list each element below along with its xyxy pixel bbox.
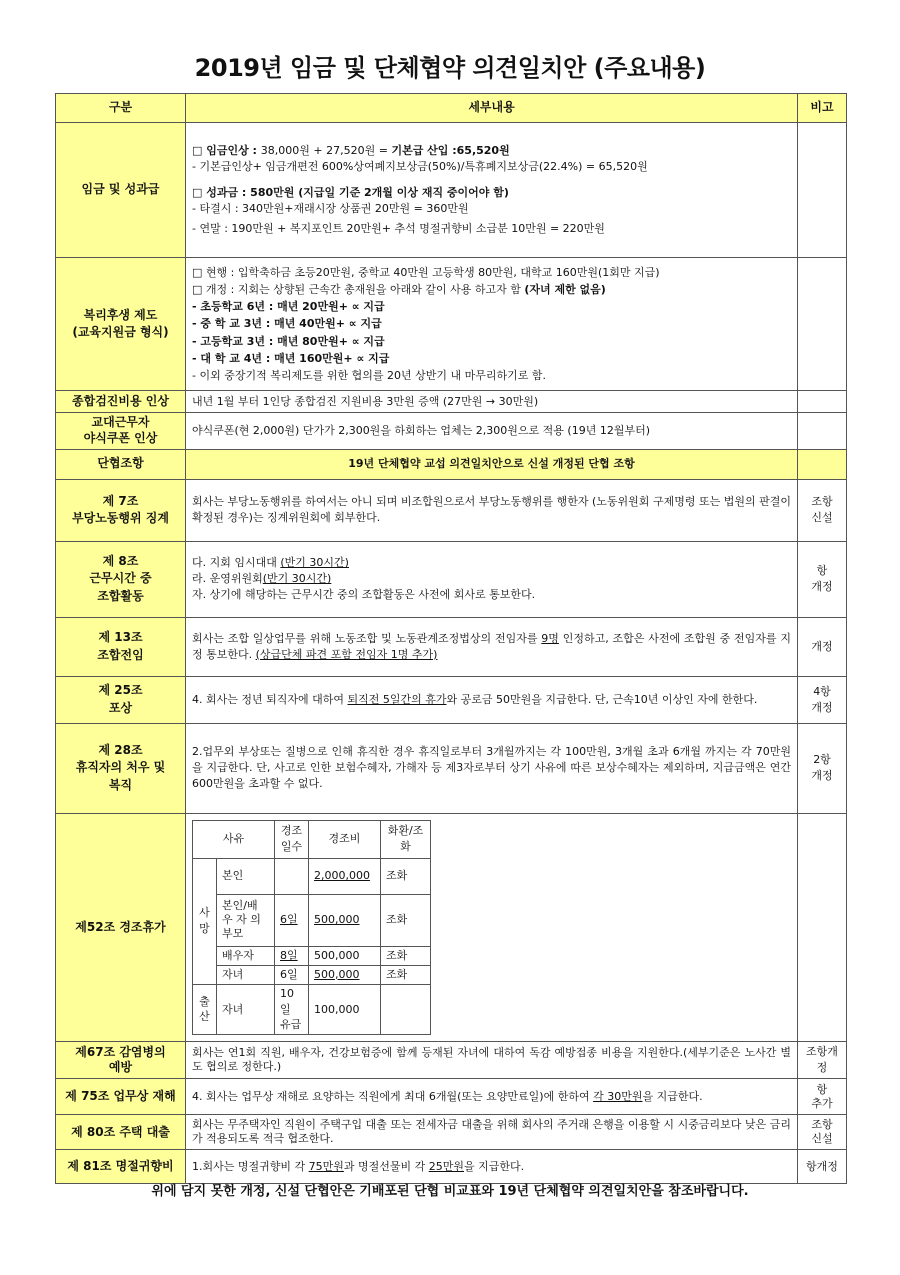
row-content-article-75: 4. 회사는 업무상 재해로 요양하는 직원에게 최대 6개월(또는 요양만료일)에 한하여 각 30만원을 지급한다. [186,1079,798,1115]
row-content-article-67: 회사는 연1회 직원, 배우자, 건강보험증에 함께 등재된 자녀에 대하여 독감 예방접종 비용을 지원한다.(세부기준은 노사간 별도 협의로 정한다.) [186,1042,798,1079]
header-details: 세부내용 [186,94,798,123]
row-label-article-75: 제 75조 업무상 재해 [56,1079,186,1115]
row-content-article-25: 4. 회사는 정년 퇴직자에 대하여 퇴직전 5일간의 휴가와 공로금 50만원을 지급한다. 단, 근속10년 이상인 자에 한한다. [186,676,798,723]
row-content-welfare: □ 현행 : 입학축하금 초등20만원, 중학교 40만원 고등학생 80만원, 대학교 160만원(1회만 지급) □ 개정 : 지회는 상향된 근속간 총재원을 아래와 같이 사용 하고자 함 (자녀 제한 없음) - 초등학교 6년 : 매년 20만원+ ∝ 지급 - 중 학 교 3년 : 매년 40만원+ ∝ 지급 - 고등학교 3년 : 매년 80만원+ ∝ 지급 - 대 학 교 4년 : 매년 160만원+ ∝ 지급 - 이외 중장기적 복리제도를 위한 협의를 20년 상반기 내 마무리하기로 함. [186,258,798,391]
table-row [56,617,847,676]
remark-article-13: 개정 [798,617,847,676]
row-label-article-80: 제 80조 주택 대출 [56,1115,186,1150]
table-row [56,413,847,449]
row-label-article-7: 제 7조 부당노동행위 징계 [56,479,186,541]
row-label-article-67: 제67조 감염병의 예방 [56,1042,186,1079]
row-content-article-52 [186,813,798,1042]
header-category: 구분 [56,94,186,123]
table-row [56,479,847,541]
row-label-union: 단협조항 [56,449,186,479]
row-content-meal: 야식쿠폰(현 2,000원) 단가가 2,300원을 하회하는 업체는 2,300원으로 적용 (19년 12월부터) [186,413,798,449]
table-row [56,1150,847,1184]
footer-note: 위에 담지 못한 개정, 신설 단협안은 기배포된 단협 비교표와 19년 단체협약 의견일치안을 참조바랍니다. [151,1184,749,1199]
table-row [56,391,847,413]
row-label-welfare: 복리후생 제도 (교육지원금 형식) [56,258,186,391]
row-label-wage: 임금 및 성과급 [56,123,186,258]
table-row [56,258,847,391]
remark-article-28: 2항 개정 [798,723,847,813]
remark-article-25: 4항 개정 [798,676,847,723]
row-content-article-28: 2.업무외 부상또는 질병으로 인해 휴직한 경우 휴직일로부터 3개월까지는 각 100만원, 3개월 초과 6개월 까지는 각 70만원을 지급한다. 단, 사고로 인한 보험수혜자, 가해자 등 제3자로부터 상기 사유에 따른 보상수혜자는 제외하며, 지급금액은 연간 600만원을 초과할 수 없다. [186,723,798,813]
remark-article-7: 조항 신설 [798,479,847,541]
row-label-article-13: 제 13조 조합전임 [56,617,186,676]
condolence-leave-table: 사유 경조 일수 경조비 화환/조 화 사 망 본인 2,000,000 조화 본인/배 우 자 의 부모 6일 500,000 조화 배우자 8일 500,000 조화 자녀 6일 500,000 조화 출 산 자녀 10일 유급 100,000 [192,820,431,1036]
table-row [56,541,847,617]
row-content-union: 19년 단체협약 교섭 의견일치안으로 신설 개정된 단협 조항 [186,449,798,479]
row-label-article-25: 제 25조 포상 [56,676,186,723]
remark-article-81: 항개정 [798,1150,847,1184]
row-label-checkup: 종합검진비용 인상 [56,391,186,413]
table-header-row [56,94,847,123]
table-row [56,123,847,258]
table-row [56,1079,847,1115]
table-row [56,723,847,813]
row-label-meal: 교대근무자 야식쿠폰 인상 [56,413,186,449]
row-content-wage: □ 임금인상 : 38,000원 + 27,520원 = 기본급 산입 :65,520원 - 기본급인상+ 임금개편전 600%상여폐지보상금(50%)/특휴폐지보상금(22.4%) = 65,520원 □ 성과금 : 580만원 (지급일 기준 2개월 이상 재직 중이어야 함) - 타결시 : 340만원+재래시장 상품권 20만원 = 360만원 - 연말 : 190만원 + 복지포인트 20만원+ 추석 명절귀향비 소급분 10만원 = 220만원 [186,123,798,258]
row-content-article-80: 회사는 무주택자인 직원이 주택구입 대출 또는 전세자금 대출을 위해 회사의 주거래 은행을 이용할 시 시중금리보다 낮은 금리가 적용되도록 적극 협조한다. [186,1115,798,1150]
table-row [56,449,847,479]
row-content-checkup: 내년 1월 부터 1인당 종합검진 지원비용 3만원 증액 (27만원 → 30만원) [186,391,798,413]
table-row [56,1042,847,1079]
row-label-article-8: 제 8조 근무시간 중 조합활동 [56,541,186,617]
row-label-article-52: 제52조 경조휴가 [56,813,186,1042]
agreement-table [55,93,847,1184]
table-row [56,1115,847,1150]
row-content-article-13: 회사는 조합 일상업무를 위해 노동조합 및 노동관계조정법상의 전임자를 9명 인정하고, 조합은 사전에 조합원 중 전임자를 지정 통보한다. (상급단체 파견 포함 전임자 1명 추가) [186,617,798,676]
header-remarks: 비고 [798,94,847,123]
remark-article-8: 항 개정 [798,541,847,617]
remark-article-67: 조항개 정 [798,1042,847,1079]
row-content-article-7: 회사는 부당노동행위를 하여서는 아니 되며 비조합원으로서 부당노동행위를 행한자 (노동위원회 구제명령 또는 법원의 판결이 확정된 경우)는 징계위원회에 회부한다. [186,479,798,541]
row-label-article-28: 제 28조 휴직자의 처우 및 복직 [56,723,186,813]
row-content-article-81: 1.회사는 명절귀향비 각 75만원과 명절선물비 각 25만원을 지급한다. [186,1150,798,1184]
remark-article-80: 조항 신설 [798,1115,847,1150]
row-label-article-81: 제 81조 명절귀향비 [56,1150,186,1184]
table-row [56,676,847,723]
row-content-article-8: 다. 지회 임시대대 (반기 30시간) 라. 운영위원회(반기 30시간) 자. 상기에 해당하는 근무시간 중의 조합활동은 사전에 회사로 통보한다. [186,541,798,617]
table-row [56,813,847,1042]
remark-article-75: 항 추가 [798,1079,847,1115]
page-title: 2019년 임금 및 단체협약 의견일치안 (주요내용) [194,54,706,82]
